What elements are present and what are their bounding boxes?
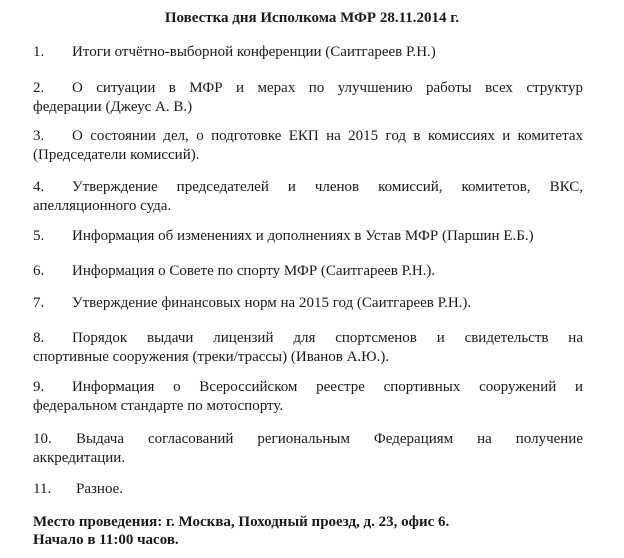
agenda-item-6 [33, 262, 583, 281]
item-text-line-1: Порядок выдачи лицензий для спортсменов и свидетельств на [72, 330, 583, 346]
agenda-item-3 [33, 127, 583, 165]
agenda-item-1 [33, 43, 583, 62]
agenda-item-11 [33, 480, 583, 499]
item-text-line-2: федеральном стандарте по мотоспорту. [33, 398, 284, 414]
page-title: Повестка дня Исполкома МФР 28.11.2014 г. [164, 10, 460, 26]
venue-line: Место проведения: г. Москва, Походный проезд, д. 23, офис 6. [33, 514, 450, 530]
item-text-line-2: федерации (Джеус А. В.) [33, 99, 193, 115]
item-number: 7. [33, 295, 45, 311]
item-number: 5. [33, 228, 45, 244]
item-number: 2. [33, 80, 45, 96]
item-line-1 [33, 127, 583, 146]
agenda-item-8 [33, 329, 583, 367]
item-line-1 [33, 430, 583, 449]
item-text: Итоги отчётно-выборной конференции (Саитгареев Р.Н.) [72, 44, 436, 60]
item-text: Информация об изменениях и дополнениях в Устав МФР (Паршин Е.Б.) [72, 228, 534, 244]
item-number: 3. [33, 128, 45, 144]
item-text-line-1: О состоянии дел, о подготовке ЕКП на 2015 год в комиссиях и комитетах [72, 128, 583, 144]
item-text-line-2: (Председатели комиссий). [33, 147, 200, 163]
item-number: 4. [33, 179, 45, 195]
item-line-1 [33, 79, 583, 98]
item-text-line-1: Утверждение председателей и членов комиссий, комитетов, ВКС, [72, 179, 583, 195]
agenda-item-4 [33, 178, 583, 216]
item-line-1 [33, 378, 583, 397]
item-text-line-2: аккредитации. [33, 450, 126, 466]
item-text: Утверждение финансовых норм на 2015 год (Саитгареев Р.Н.). [72, 295, 472, 311]
item-number: 11. [33, 481, 52, 497]
item-text-line-1: О ситуации в МФР и мерах по улучшению работы всех структур [72, 80, 583, 96]
item-text: Разное. [76, 481, 124, 497]
agenda-item-10 [33, 430, 583, 468]
item-line-1 [33, 329, 583, 348]
agenda-item-7 [33, 294, 583, 313]
item-text-line-2: апелляционного суда. [33, 198, 172, 214]
agenda-item-2 [33, 79, 583, 117]
item-number: 10. [33, 431, 52, 447]
item-text: Информация о Совете по спорту МФР (Саитгареев Р.Н.). [72, 263, 436, 279]
item-text-line-1: Информация о Всероссийском реестре спортивных сооружений и [72, 379, 583, 395]
agenda-item-5 [33, 227, 583, 246]
item-number: 8. [33, 330, 45, 346]
item-number: 9. [33, 379, 45, 395]
item-text-line-2: спортивные сооружения (треки/трассы) (Иванов А.Ю.). [33, 349, 390, 365]
start-time-line: Начало в 11:00 часов. [33, 532, 179, 548]
item-number: 1. [33, 44, 45, 60]
item-number: 6. [33, 263, 45, 279]
item-text-line-1: Выдача согласований региональным Федерациям на получение [76, 431, 583, 447]
item-line-1 [33, 178, 583, 197]
agenda-item-9 [33, 378, 583, 416]
